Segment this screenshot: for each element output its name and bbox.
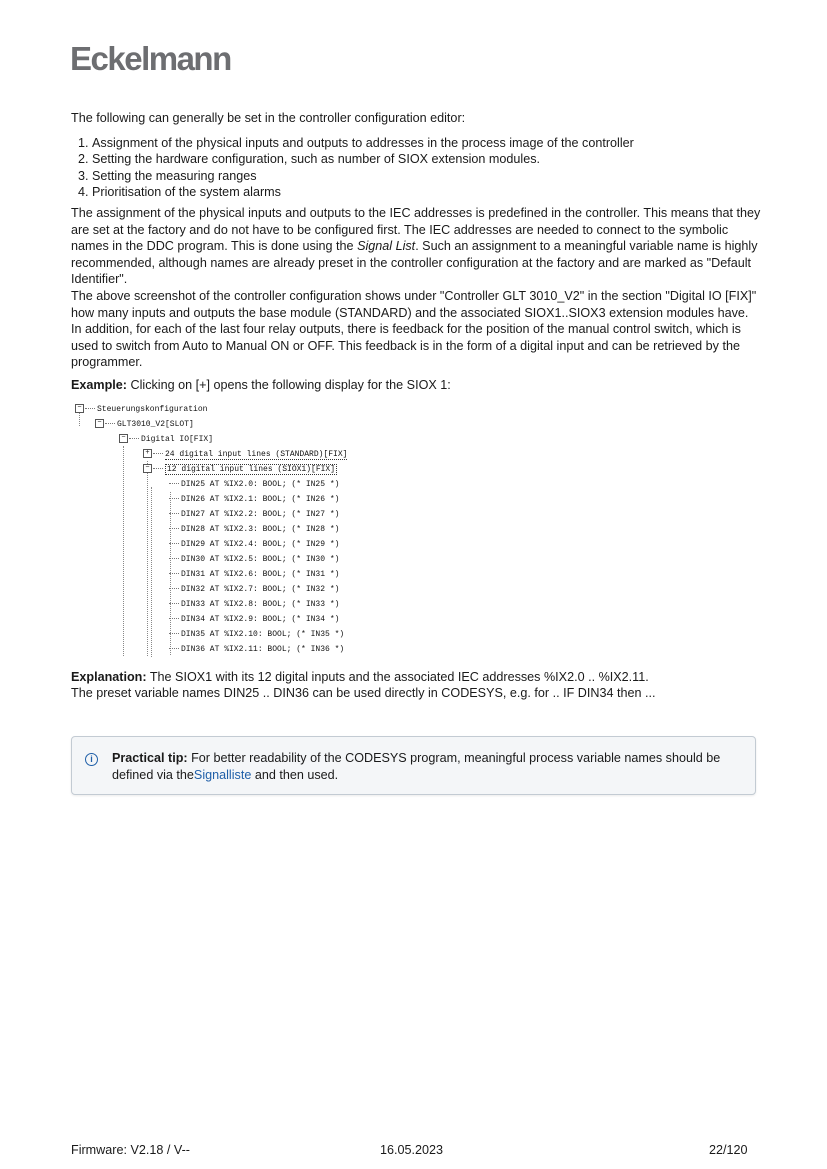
tree-leaf-label: DIN36 AT %IX2.11: BOOL; (* IN36 *) [181, 644, 345, 654]
collapse-icon[interactable]: − [119, 434, 128, 443]
tree-leaf-label: DIN28 AT %IX2.3: BOOL; (* IN28 *) [181, 524, 340, 534]
footer-date: 16.05.2023 [380, 1143, 444, 1157]
assignment-paragraph [71, 205, 761, 288]
tree-leaf[interactable] [169, 629, 344, 641]
main-content [71, 110, 761, 708]
tree-node-label: Steuerungskonfiguration [97, 404, 208, 414]
signal-list-term: Signal List [357, 239, 416, 254]
tree-leaf[interactable] [169, 494, 339, 506]
tree-leaf[interactable] [169, 599, 339, 611]
tree-leaf-label: DIN29 AT %IX2.4: BOOL; (* IN29 *) [181, 539, 340, 549]
list-item: 4. Prioritisation of the system alarms [92, 184, 761, 201]
steps-list [71, 135, 761, 201]
explanation-line2: The preset variable names DIN25 .. DIN36 can be used directly in CODESYS, e.g. for .. IF DIN34 then ... [71, 686, 656, 701]
collapse-icon[interactable]: − [143, 464, 152, 473]
tip-body: For better readability of the CODESYS program, meaningful process variable names should be defined via the [112, 751, 721, 782]
tip-label: Practical tip: [112, 751, 188, 765]
example-paragraph [71, 377, 761, 394]
feedback-paragraph: In addition, for each of the last four relay outputs, there is feedback for the position of the manual control switch, which is used to switch from Auto to Manual ON or OFF. This feedback is in the form of a digital input and can be retrieved by the programmer. [71, 322, 741, 370]
tree-leaf-label: DIN25 AT %IX2.0: BOOL; (* IN25 *) [181, 479, 340, 489]
tree-node-label: 24 digital input lines (STANDARD)[FIX] [165, 449, 348, 459]
explanation-text: The SIOX1 with its 12 digital inputs and the associated IEC addresses %IX2.0 .. %IX2.11. [146, 669, 649, 684]
collapse-icon[interactable]: − [75, 404, 84, 413]
paragraph-text: . Such an assignment to a meaningful variable name is highly recommended, although names are already preset in the controller configuration at the factory and are marked as "Default Identifier". [71, 239, 758, 287]
intro-text: The following can generally be set in the controller configuration editor: [71, 111, 466, 125]
tree-leaf-label: DIN34 AT %IX2.9: BOOL; (* IN34 *) [181, 614, 340, 624]
tree-node-slot[interactable] [95, 419, 194, 431]
tree-leaf[interactable] [169, 524, 339, 536]
tree-leaf-label: DIN33 AT %IX2.8: BOOL; (* IN33 *) [181, 599, 340, 609]
tree-node-root[interactable] [75, 404, 207, 416]
tree-leaf[interactable] [169, 479, 339, 491]
tree-node-label: 12 digital input lines (SIOX1)[FIX] [167, 464, 336, 474]
info-icon: i [85, 753, 98, 766]
tip-body-end: and then used. [251, 767, 339, 782]
tree-leaf[interactable] [169, 644, 344, 656]
tree-node-label: GLT3010_V2[SLOT] [117, 419, 194, 429]
collapse-icon[interactable]: − [95, 419, 104, 428]
explanation-label: Explanation: [71, 669, 147, 684]
screenshot-paragraph: The above screenshot of the controller configuration shows under "Controller GLT 3010_V2" in the section "Digital IO [FIX]" how many inputs and outputs the base module (STANDARD) and the associated SIOX1..SIOX3 extension modules have. [71, 288, 757, 320]
tree-leaf-label: DIN35 AT %IX2.10: BOOL; (* IN35 *) [181, 629, 345, 639]
explanation-paragraph [71, 669, 761, 686]
expand-icon[interactable]: + [143, 449, 152, 458]
paragraph-text: The assignment of the physical inputs and outputs to the IEC addresses is predefined in the controller. This means that they are set at the factory and do not have to be configured first. The IEC addresses are needed to connect to the symbolic names in the DDC program. This is done using the [71, 205, 761, 254]
practical-tip-box [71, 736, 756, 795]
footer-firmware: Firmware: V2.18 / V-- [71, 1143, 190, 1157]
tree-leaf[interactable] [169, 614, 339, 626]
list-item: 2. Setting the hardware configuration, such as number of SIOX extension modules. [92, 151, 761, 168]
tree-node-siox1[interactable] [143, 464, 337, 476]
tree-leaf-label: DIN27 AT %IX2.2: BOOL; (* IN27 *) [181, 509, 340, 519]
tip-text [112, 750, 732, 783]
tree-leaf[interactable] [169, 539, 339, 551]
tree-node-digital-io[interactable] [119, 434, 213, 446]
list-item: 3. Setting the measuring ranges [92, 168, 761, 185]
tree-leaf-label: DIN30 AT %IX2.5: BOOL; (* IN30 *) [181, 554, 340, 564]
tree-leaf-label: DIN26 AT %IX2.1: BOOL; (* IN26 *) [181, 494, 340, 504]
tree-leaf[interactable] [169, 554, 339, 566]
tree-leaf-label: DIN31 AT %IX2.6: BOOL; (* IN31 *) [181, 569, 340, 579]
tree-leaf[interactable] [169, 509, 339, 521]
example-text: Clicking on [+] opens the following display for the SIOX 1: [127, 377, 451, 392]
tree-node-label: Digital IO[FIX] [141, 434, 214, 444]
tree-leaf-label: DIN32 AT %IX2.7: BOOL; (* IN32 *) [181, 584, 340, 594]
list-item: 1. Assignment of the physical inputs and outputs to addresses in the process image of the controller [92, 135, 761, 152]
example-label: Example: [71, 377, 127, 392]
footer-page-number: 22/120 [709, 1143, 748, 1157]
config-tree [71, 404, 761, 659]
signalliste-link[interactable]: Signalliste [193, 767, 252, 782]
tree-leaf[interactable] [169, 584, 339, 596]
tree-node-standard[interactable] [143, 449, 347, 461]
tree-leaf[interactable] [169, 569, 339, 581]
brand-logo: Eckelmann [70, 40, 231, 77]
